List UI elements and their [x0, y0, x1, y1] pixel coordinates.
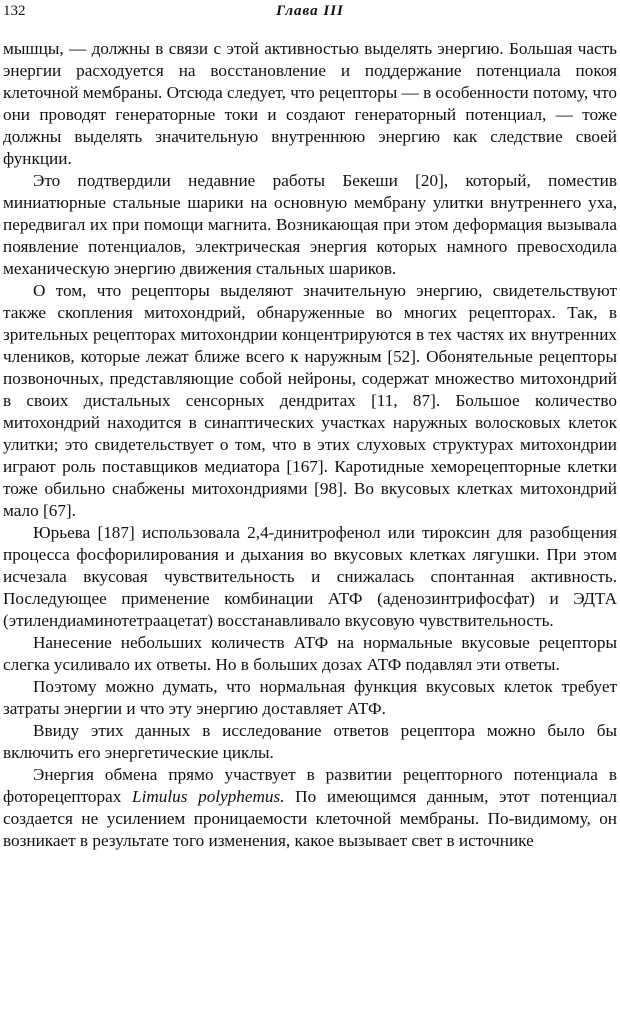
paragraph-4: Юрьева [187] использовала 2,4-динитрофенол или тироксин для разобщения процесса фосфорилирования и дыхания во вкусовых клетках лягушки. При этом исчезала вкусовая чувствительность и снижалась спонтанная активность. Последующее применение комбинации АТФ (аденозинтрифосфат) и ЭДТА (этилендиаминотетраацетат) восстанавливало вкусовую чувствительность. — [3, 523, 617, 630]
paragraph-8-end: По имеющимся данным, этот потенциал создается не усилением проницаемости клеточной мембраны. По-видимому, он возникает в результате того изменения, какое вызывает свет в источнике — [3, 787, 617, 850]
paragraph-2: Это подтвердили недавние работы Бекеши [20], который, поместив миниатюрные стальные шарики на основную мембрану улитки внутреннего уха, передвигал их при помощи магнита. Возникающая при этом деформация вызывала появление потенциалов, электрическая энергия которых намного превосходила механическую энергию движения стальных шариков. — [3, 171, 617, 278]
paragraph-5: Нанесение небольших количеств АТФ на нормальные вкусовые рецепторы слегка усиливало их ответы. Но в больших дозах АТФ подавлял эти ответы. — [3, 633, 617, 674]
paragraph-8 — [3, 764, 617, 852]
running-head: Глава III — [276, 3, 344, 19]
paragraph-7: Ввиду этих данных в исследование ответов рецептора можно было бы включить его энергетические циклы. — [3, 721, 617, 762]
paragraph-3: О том, что рецепторы выделяют значительную энергию, свидетельствуют также скопления митохондрий, обнаруженные во многих рецепторах. Так, в зрительных рецепторах митохондрии концентрируются в тех частях их внутренних члеников, которые лежат ближе всего к наружным [52]. Обонятельные рецепторы позвоночных, представляющие собой нейроны, содержат множество митохондрий в своих дистальных сенсорных дендритах [11, 87]. Большое количество митохондрий находится в синаптических участках наружных волосковых клеток улитки; это свидетельствует о том, что в этих слуховых структурах митохондрии играют роль поставщиков медиатора [167]. Каротидные хеморецепторные клетки тоже обильно снабжены митохондриями [98]. Во вкусовых клетках митохондрий мало [67]. — [3, 281, 617, 520]
paragraph-6: Поэтому можно думать, что нормальная функция вкусовых клеток требует затраты энергии и что эту энергию доставляет АТФ. — [3, 677, 617, 718]
species-name: Limulus polyphemus. — [132, 787, 285, 806]
page-header — [0, 3, 620, 25]
paragraph-8-start: Энергия обмена прямо участвует в развитии рецепторного потенциала в фоторецепторах — [3, 765, 617, 806]
body-text — [3, 38, 617, 852]
page-number: 132 — [3, 3, 26, 19]
paragraph-1: мышцы, — должны в связи с этой активностью выделять энергию. Большая часть энергии расходуется на восстановление и поддержание потенциала покоя клеточной мембраны. Отсюда следует, что рецепторы — в особенности потому, что они проводят генераторные токи и создают генераторный потенциал, — тоже должны выделять значительную внутреннюю энергию как следствие своей функции. — [3, 39, 617, 168]
